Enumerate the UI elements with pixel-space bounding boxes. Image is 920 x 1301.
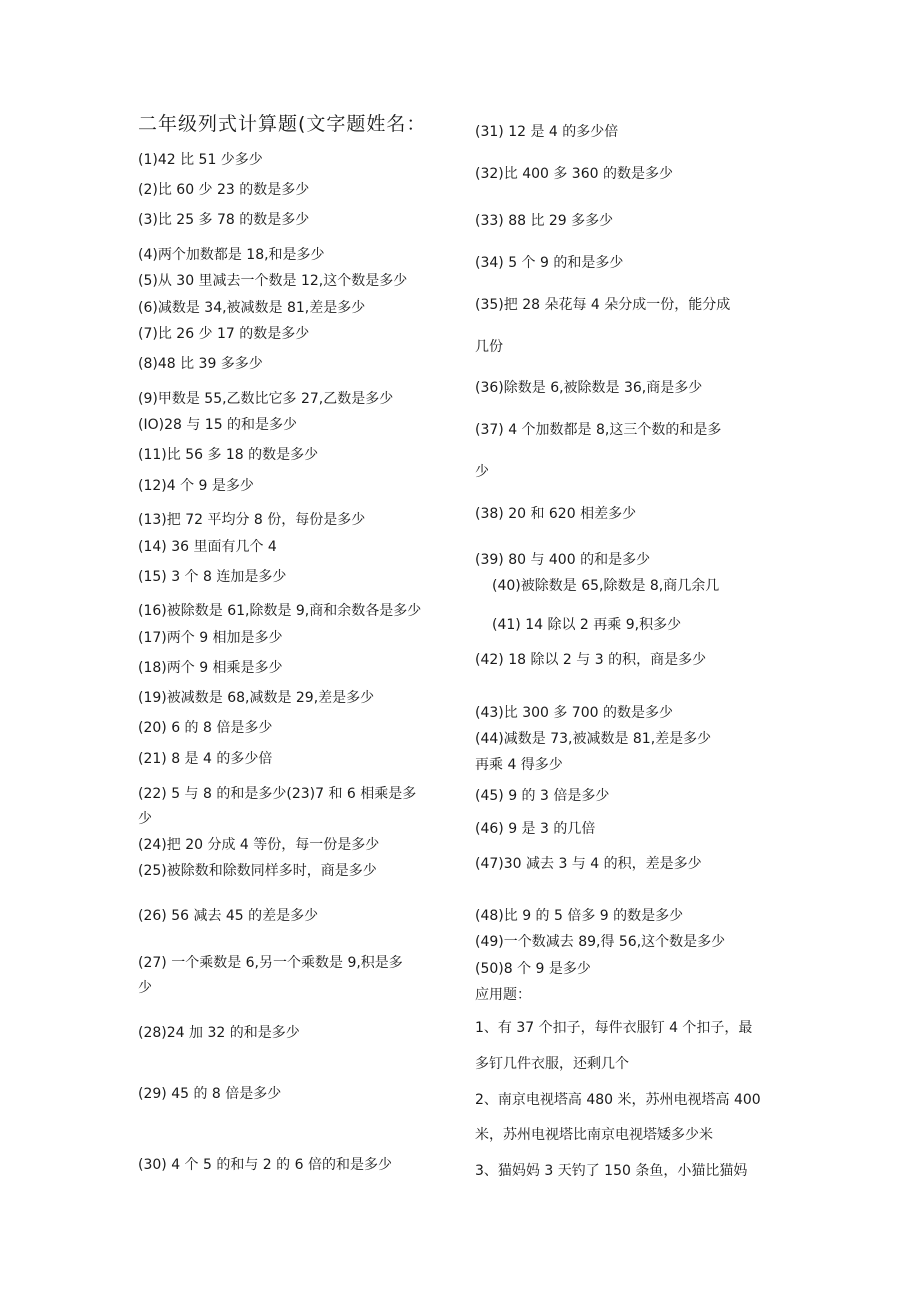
word-problems-heading: 应用题： (475, 987, 531, 1003)
question-10: (IO)28 与 15 的和是多少 (138, 417, 298, 433)
question-44-wrap: 再乘 4 得多少 (475, 757, 563, 773)
question-18: (18)两个 9 相乘是多少 (138, 660, 283, 676)
question-44: (44)减数是 73,被减数是 81,差是多少 (475, 731, 712, 747)
question-17: (17)两个 9 相加是多少 (138, 630, 283, 646)
question-47: (47)30 减去 3 与 4 的积，差是多少 (475, 856, 702, 872)
question-43: (43)比 300 多 700 的数是多少 (475, 705, 673, 721)
question-35: (35)把 28 朵花每 4 朵分成一份，能分成 (475, 297, 731, 313)
question-49: (49)一个数减去 89,得 56,这个数是多少 (475, 934, 726, 950)
question-25: (25)被除数和除数同样多时，商是多少 (138, 863, 377, 879)
question-30: (30) 4 个 5 的和与 2 的 6 倍的和是多少 (138, 1157, 392, 1173)
question-12: (12)4 个 9 是多少 (138, 478, 254, 494)
question-45: (45) 9 的 3 倍是多少 (475, 788, 610, 804)
question-42: (42) 18 除以 2 与 3 的积，商是多少 (475, 652, 707, 668)
question-34: (34) 5 个 9 的和是多少 (475, 255, 624, 271)
question-38: (38) 20 和 620 相差多少 (475, 506, 637, 522)
question-31: (31) 12 是 4 的多少倍 (475, 124, 619, 140)
question-3: (3)比 25 多 78 的数是多少 (138, 212, 310, 228)
question-33: (33) 88 比 29 多多少 (475, 213, 614, 229)
question-22-23: (22) 5 与 8 的和是多少(23)7 和 6 相乘是多 (138, 786, 417, 802)
question-24: (24)把 20 分成 4 等份，每一份是多少 (138, 837, 380, 853)
question-7: (7)比 26 少 17 的数是多少 (138, 326, 310, 342)
question-40: (40)被除数是 65,除数是 8,商几余几 (492, 578, 720, 594)
question-26: (26) 56 减去 45 的差是多少 (138, 908, 319, 924)
question-16: (16)被除数是 61,除数是 9,商和余数各是多少 (138, 603, 422, 619)
question-39: (39) 80 与 400 的和是多少 (475, 552, 651, 568)
question-36: (36)除数是 6,被除数是 36,商是多少 (475, 380, 703, 396)
question-2: (2)比 60 少 23 的数是多少 (138, 182, 310, 198)
question-46: (46) 9 是 3 的几倍 (475, 821, 596, 837)
question-27: (27) 一个乘数是 6,另一个乘数是 9,积是多 (138, 955, 403, 971)
word-problem-1-wrap: 多钉几件衣服，还剩几个 (475, 1056, 629, 1072)
question-5: (5)从 30 里减去一个数是 12,这个数是多少 (138, 273, 408, 289)
word-problem-3: 3、猫妈妈 3 天钓了 150 条鱼，小猫比猫妈 (475, 1163, 748, 1179)
question-27-wrap: 少 (138, 980, 152, 996)
question-22-23-wrap: 少 (138, 811, 152, 827)
question-29: (29) 45 的 8 倍是多少 (138, 1086, 282, 1102)
word-problem-2: 2、南京电视塔高 480 米，苏州电视塔高 400 (475, 1092, 761, 1108)
question-8: (8)48 比 39 多多少 (138, 356, 263, 372)
question-20: (20) 6 的 8 倍是多少 (138, 720, 273, 736)
question-41: (41) 14 除以 2 再乘 9,积多少 (492, 617, 682, 633)
question-11: (11)比 56 多 18 的数是多少 (138, 447, 319, 463)
question-13: (13)把 72 平均分 8 份，每份是多少 (138, 512, 366, 528)
question-21: (21) 8 是 4 的多少倍 (138, 751, 273, 767)
question-14: (14) 36 里面有几个 4 (138, 539, 277, 555)
worksheet-title: 二年级列式计算题(文字题姓名： (138, 113, 427, 135)
question-48: (48)比 9 的 5 倍多 9 的数是多少 (475, 908, 684, 924)
question-28: (28)24 加 32 的和是多少 (138, 1025, 300, 1041)
question-15: (15) 3 个 8 连加是多少 (138, 569, 287, 585)
word-problem-1: 1、有 37 个扣子，每件衣服钉 4 个扣子，最 (475, 1020, 753, 1036)
question-37: (37) 4 个加数都是 8,这三个数的和是多 (475, 422, 722, 438)
question-32: (32)比 400 多 360 的数是多少 (475, 166, 673, 182)
question-50: (50)8 个 9 是多少 (475, 961, 591, 977)
question-1: (1)42 比 51 少多少 (138, 152, 263, 168)
question-37-wrap: 少 (475, 464, 489, 480)
question-35-wrap: 几份 (475, 339, 503, 355)
word-problem-2-wrap: 米，苏州电视塔比南京电视塔矮多少米 (475, 1127, 713, 1143)
question-6: (6)减数是 34,被减数是 81,差是多少 (138, 300, 366, 316)
question-19: (19)被减数是 68,减数是 29,差是多少 (138, 690, 375, 706)
question-9: (9)甲数是 55,乙数比它多 27,乙数是多少 (138, 391, 394, 407)
question-4: (4)两个加数都是 18,和是多少 (138, 247, 325, 263)
